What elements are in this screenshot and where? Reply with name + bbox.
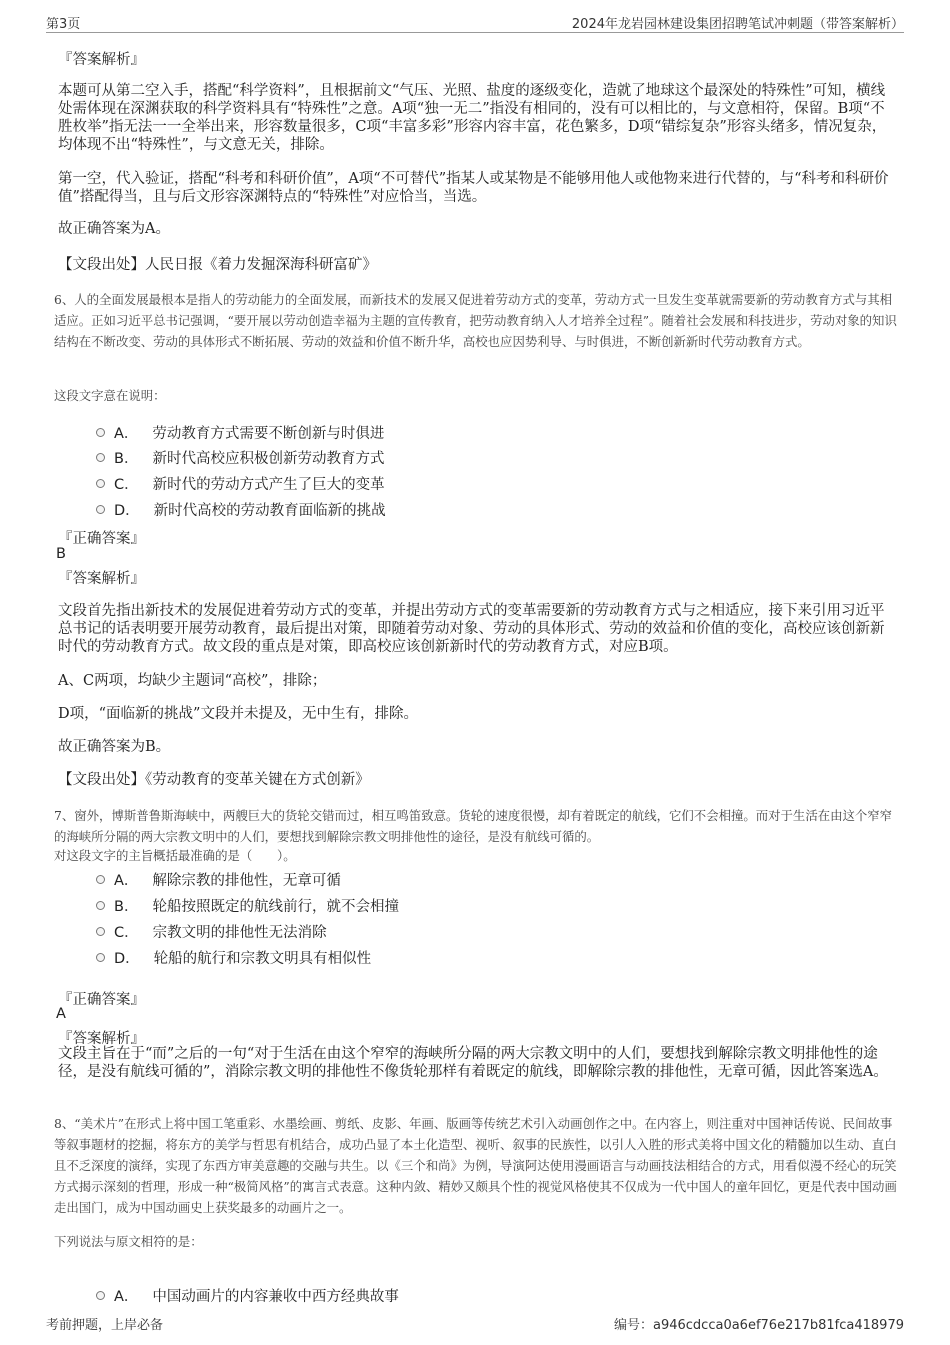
question-8-prompt: 下列说法与原文相符的是：	[54, 1234, 203, 1249]
q7-option-c[interactable]: C． 宗教文明的排他性无法消除	[96, 921, 327, 942]
correct-answer: A	[56, 1006, 66, 1022]
radio-button[interactable]	[96, 927, 105, 936]
q8-option-a[interactable]: A． 中国动画片的内容兼收中西方经典故事	[96, 1285, 399, 1306]
analysis-label: 『答案解析』	[58, 1031, 145, 1047]
analysis-paragraph: 第一空，代入验证，搭配“科考和科研价值”，A项“不可替代”指某人或某物是不能够用他人或他物来进行代替的，与“科考和科研价值”搭配得当，且与后文形容深渊特点的“特殊性”对应恰当，当选。	[58, 171, 889, 205]
question-6-text: 6、人的全面发展最根本是指人的劳动能力的全面发展，而新技术的发展又促进着劳动方式的变革，劳动方式一旦发生变革就需要新的劳动教育方式与其相适应。正如习近平总书记强调，“要开展以劳动创造幸福为主题的宣传教育，把劳动教育纳入人才培养全过程”。随着社会发展和科技进步，劳动对象的知识结构在不断改变、劳动的具体形式不断拓展、劳动的效益和价值不断升华，高校也应因势利导、与时俱进，不断创新新时代劳动教育方式。	[54, 292, 897, 349]
radio-button[interactable]	[96, 875, 105, 884]
final-answer-text: 故正确答案为A。	[58, 221, 170, 237]
radio-button[interactable]	[96, 1291, 105, 1300]
page-header	[46, 12, 904, 33]
q6-option-a[interactable]: A． 劳动教育方式需要不断创新与时俱进	[96, 422, 384, 443]
analysis-paragraph: A、C两项，均缺少主题词“高校”，排除；	[58, 673, 327, 689]
q6-option-d[interactable]: D． 新时代高校的劳动教育面临新的挑战	[96, 499, 386, 520]
analysis-paragraph: 文段主旨在于“而”之后的一句“对于生活在由这个窄窄的海峡所分隔的两大宗教文明中的人们，要想找到解除宗教文明排他性的途径，是没有航线可循的”，消除宗教文明的排他性不像货轮那样有着既定的航线，即解除宗教的排他性，无章可循，因此答案选A。	[58, 1046, 888, 1080]
question-8-text: 8、“美术片”在形式上将中国工笔重彩、水墨绘画、剪纸、皮影、年画、版画等传统艺术引入动画创作之中。在内容上，则注重对中国神话传说、民间故事等叙事题材的挖掘，将东方的美学与哲思有机结合，成功凸显了本土化造型、视听、叙事的民族性，以引人入胜的形式美将中国文化的精髓加以生动、直白且不乏深度的演绎，实现了东西方审美意趣的交融与共生。以《三个和尚》为例，导演阿达使用漫画语言与动画技法相结合的方式，用看似漫不经心的玩笑方式揭示深刻的哲理，形成一种“极简风格”的寓言式表意。这种内敛、精妙又颇具个性的视觉风格使其不仅成为一代中国人的童年回忆，更是代表中国动画走出国门，成为中国动画史上获奖最多的动画片之一。	[54, 1116, 897, 1215]
analysis-label: 『答案解析』	[58, 52, 145, 68]
radio-button[interactable]	[96, 505, 105, 514]
correct-answer-label: 『正确答案』	[58, 531, 145, 547]
question-6-prompt: 这段文字意在说明：	[54, 388, 166, 403]
q7-option-a[interactable]: A． 解除宗教的排他性，无章可循	[96, 869, 341, 890]
analysis-paragraph: 文段首先指出新技术的发展促进着劳动方式的变革，并提出劳动方式的变革需要新的劳动教育方式与之相适应，接下来引用习近平总书记的话表明要开展劳动教育，最后提出对策，即随着劳动对象、劳动的具体形式、劳动的效益和价值的变化，高校应该创新新时代的劳动教育方式。故文段的重点是对策，即高校应该创新新时代的劳动教育方式，对应B项。	[58, 603, 885, 655]
q7-option-b[interactable]: B． 轮船按照既定的航线前行，就不会相撞	[96, 895, 399, 916]
document-title: 2024年龙岩园林建设集团招聘笔试冲刺题（带答案解析）	[571, 17, 904, 32]
source-citation: 【文段出处】《劳动教育的变革关键在方式创新》	[58, 772, 370, 788]
correct-answer: B	[56, 546, 66, 562]
radio-button[interactable]	[96, 479, 105, 488]
footer-slogan: 考前押题，上岸必备	[46, 1318, 164, 1333]
q7-option-d[interactable]: D． 轮船的航行和宗教文明具有相似性	[96, 947, 371, 968]
correct-answer-label: 『正确答案』	[58, 992, 145, 1008]
document-code: 编号：a946cdcca0a6ef76e217b81fca418979	[614, 1318, 904, 1333]
radio-button[interactable]	[96, 901, 105, 910]
radio-button[interactable]	[96, 428, 105, 437]
radio-button[interactable]	[96, 453, 105, 462]
analysis-label: 『答案解析』	[58, 571, 145, 587]
q6-option-b[interactable]: B． 新时代高校应积极创新劳动教育方式	[96, 447, 384, 468]
q6-option-c[interactable]: C． 新时代的劳动方式产生了巨大的变革	[96, 473, 385, 494]
question-7-text: 7、窗外，博斯普鲁斯海峡中，两艘巨大的货轮交错而过，相互鸣笛致意。货轮的速度很慢，却有着既定的航线，它们不会相撞。而对于生活在由这个窄窄的海峡所分隔的两大宗教文明中的人们，要想找到解除宗教文明排他性的途径，是没有航线可循的。	[54, 808, 893, 844]
question-7-prompt: 对这段文字的主旨概括最准确的是（ ）。	[54, 848, 296, 863]
radio-button[interactable]	[96, 953, 105, 962]
page-number: 第3页	[46, 17, 81, 32]
analysis-paragraph: 本题可从第二空入手，搭配“科学资料”，且根据前文“气压、光照、盐度的逐级变化，造就了地球这个最深处的特殊性”可知，横线处需体现在深渊获取的科学资料具有“特殊性”之意。A项“独一无二”指没有相同的，没有可以相比的，与文意相符，保留。B项“不胜枚举”指无法一一全举出来，形容数量很多，C项“丰富多彩”形容内容丰富，花色繁多，D项“错综复杂”形容头绪多，情况复杂，均体现不出“特殊性”，与文意无关，排除。	[58, 83, 887, 153]
final-answer-text: 故正确答案为B。	[58, 739, 171, 755]
source-citation: 【文段出处】人民日报《着力发掘深海科研富矿》	[58, 257, 377, 273]
analysis-paragraph: D项，“面临新的挑战”文段并未提及，无中生有，排除。	[58, 706, 418, 722]
